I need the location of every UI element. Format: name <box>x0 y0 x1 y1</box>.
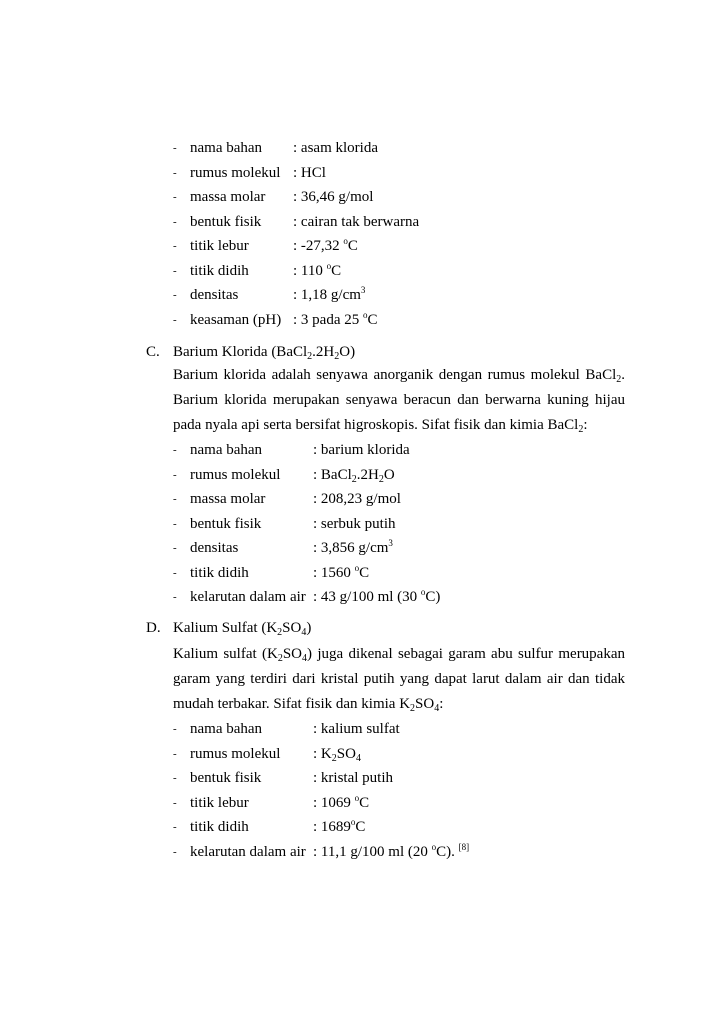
bullet-dash: - <box>173 493 177 505</box>
list-item <box>0 512 728 537</box>
property-value: : 11,1 g/100 ml (20 $^o$C). [8] <box>313 841 470 860</box>
list-item <box>0 742 728 767</box>
bullet-dash: - <box>173 747 177 760</box>
bullet-dash: - <box>173 444 177 456</box>
barium-klorida-properties <box>0 438 728 610</box>
list-item <box>0 438 728 463</box>
bullet-dash: - <box>173 591 177 603</box>
property-key: massa molar <box>190 189 266 205</box>
section-title: Barium Klorida $(BaCl_2.2H_2O)$ <box>173 344 356 362</box>
property-key: nama bahan <box>190 442 263 458</box>
property-key: densitas <box>190 287 239 303</box>
bullet-dash: - <box>173 191 177 203</box>
paragraph-line: Kalium sulfat $(K_2SO_4)$ juga dikenal sebagai garam abu sulfur merupakan <box>173 646 626 664</box>
bullet-dash: - <box>173 542 177 554</box>
list-item <box>0 308 728 333</box>
property-value: : $BaCl_2.2H_2O$ <box>313 466 395 485</box>
property-key: rumus molekul <box>190 164 281 181</box>
property-key: kelarutan dalam air <box>190 843 306 860</box>
list-item <box>0 815 728 840</box>
list-item <box>0 185 728 210</box>
property-key: rumus molekul <box>190 466 281 483</box>
property-key: titik lebur <box>190 238 249 254</box>
property-key: nama bahan <box>190 140 263 156</box>
paragraph-line: Barium klorida merupakan senyawa beracun dan berwarna kuning hijau <box>173 392 625 408</box>
bullet-dash: - <box>173 142 177 154</box>
list-item <box>0 487 728 512</box>
list-item <box>0 561 728 586</box>
property-key: titik didih <box>190 819 249 835</box>
list-item <box>0 585 728 610</box>
citation-reference: [8] <box>458 841 470 852</box>
list-item <box>0 234 728 259</box>
property-value: : 43 g/100 ml (30 $^o$C) <box>313 587 441 605</box>
bullet-dash: - <box>173 845 177 858</box>
property-value: : cairan tak berwarna <box>293 213 420 230</box>
property-value: : 208,23 g/mol <box>313 491 401 507</box>
property-value: : barium klorida <box>313 442 410 458</box>
list-item <box>0 259 728 284</box>
property-value: : kalium sulfat <box>313 721 400 737</box>
bullet-dash: - <box>173 313 177 326</box>
property-key: nama bahan <box>190 721 263 737</box>
bullet-dash: - <box>173 723 177 735</box>
bullet-dash: - <box>173 468 177 481</box>
property-key: densitas <box>190 540 239 556</box>
bullet-dash: - <box>173 215 177 228</box>
list-item <box>0 791 728 816</box>
property-key: rumus molekul <box>190 745 281 762</box>
section-d-paragraph <box>173 642 625 717</box>
property-value: : serbuk putih <box>313 515 396 532</box>
bullet-dash: - <box>173 796 177 809</box>
list-item <box>0 283 728 308</box>
asam-klorida-properties <box>0 136 728 332</box>
property-value: : 3,856 $g/cm^3$ <box>313 538 393 556</box>
bullet-dash: - <box>173 240 177 252</box>
bullet-dash: - <box>173 166 177 179</box>
list-item <box>0 161 728 186</box>
bullet-dash: - <box>173 566 177 579</box>
property-value: : 1689$^o$C <box>313 817 366 835</box>
property-key: massa molar <box>190 491 266 507</box>
property-value: : 1069 $^o$C <box>313 792 370 811</box>
bullet-dash: - <box>173 517 177 530</box>
section-title: Kalium Sulfat $(K_2SO_4)$ <box>173 620 312 638</box>
list-item <box>0 717 728 742</box>
property-key: titik didih <box>190 564 249 581</box>
list-item <box>0 463 728 488</box>
property-key: titik didih <box>190 262 249 279</box>
section-c-paragraph <box>173 363 625 438</box>
bullet-dash: - <box>173 264 177 277</box>
bullet-dash: - <box>173 289 177 301</box>
list-item <box>0 536 728 561</box>
property-value: : 36,46 g/mol <box>293 189 374 205</box>
property-key: bentuk fisik <box>190 770 262 786</box>
property-value: : HCl <box>293 164 326 181</box>
property-value: : kristal putih <box>313 770 393 786</box>
property-key: keasaman (pH) <box>190 311 282 328</box>
section-heading-d <box>146 616 646 640</box>
property-value: : 110 $^o$C <box>293 260 342 279</box>
property-key: titik lebur <box>190 794 249 811</box>
list-item <box>0 210 728 235</box>
property-key: bentuk fisik <box>190 213 262 230</box>
section-letter: D. <box>146 620 161 636</box>
bullet-dash: - <box>173 772 177 784</box>
bullet-dash: - <box>173 821 177 833</box>
property-value: : 1,18 $g/cm^3$ <box>293 285 366 303</box>
section-letter: C. <box>146 344 160 360</box>
section-heading-c <box>146 340 646 364</box>
kalium-sulfat-properties <box>0 717 728 864</box>
paragraph-line: mudah terbakar. Sifat fisik dan kimia $K_2SO_4$: <box>173 696 444 714</box>
property-value: : asam klorida <box>293 140 378 156</box>
paragraph-line: pada nyala api serta bersifat higroskopis. Sifat fisik dan kimia BaCl$_2$: <box>173 417 588 435</box>
property-value: : 1560 $^o$C <box>313 562 370 581</box>
property-key: kelarutan dalam air <box>190 589 306 605</box>
property-key: bentuk fisik <box>190 515 262 532</box>
paragraph-line: Barium klorida adalah senyawa anorganik dengan rumus molekul BaCl$_2$. <box>173 367 625 385</box>
list-item <box>0 840 728 865</box>
property-value: : 3 pada 25 $^o$C <box>293 309 378 328</box>
list-item <box>0 766 728 791</box>
property-value: : $K_2SO_4$ <box>313 745 361 764</box>
property-value: : -27,32 $^o$C <box>293 236 358 254</box>
paragraph-line: garam yang terdiri dari kristal putih yang dapat larut dalam air dan tidak <box>173 671 625 687</box>
list-item <box>0 136 728 161</box>
